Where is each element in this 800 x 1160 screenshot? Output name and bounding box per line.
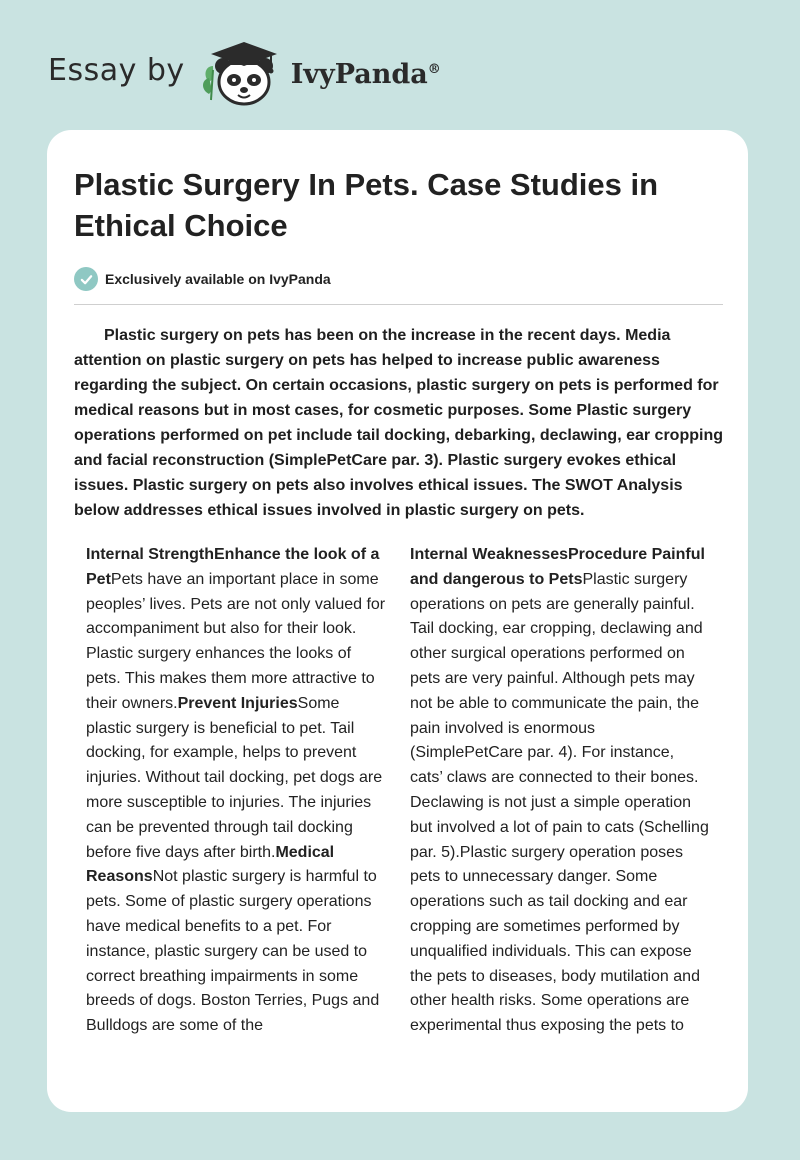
right-heading-1: Internal WeaknessesProcedure Painful and dangerous to Pets bbox=[410, 546, 705, 588]
left-text-2: Some plastic surgery is beneficial to pet. Tail docking, for example, helps to prevent injuries. Without tail docking, pet dogs are more susceptible to injuries. The injuries can be prevented through tail docking before five days after birth. bbox=[86, 694, 383, 861]
left-text-1: Pets have an important place in some peoples’ lives. Pets are not only valued for accompaniment but also for their look. Plastic surgery enhances the looks of pets. This makes them more attractive to their owners. bbox=[86, 570, 386, 712]
right-text-1: Plastic surgery operations on pets are generally painful. Tail docking, ear cropping, declawing and other surgical operations performed on pets are very painful. Although pets may not be able to communicate the pain, the pain involved is enormous (SimplePetCare par. 4). For instance, cats’ claws are connected to their bones. Declawing is not just a simple operation but involved a lot of pain to cats (Schelling par. 5).Plastic surgery operation poses pets to unnecessary danger. Some operations such as tail docking and ear cropping are sometimes performed by unqualified individuals. This can expose the pets to diseases, body mutilation and other health risks. Some operations are experimental thus exposing the pets to bbox=[410, 570, 709, 1035]
right-column bbox=[410, 543, 710, 1039]
page-title: Plastic Surgery In Pets. Case Studies in Ethical Choice bbox=[74, 167, 659, 243]
left-text-3: Not plastic surgery is harmful to pets. Some of plastic surgery operations have medical benefits to a pet. For instance, plastic surgery can be used to correct breathing impairments in some breeds of dogs. Boston Terries, Pugs and Bulldogs are some of the bbox=[86, 868, 380, 1035]
badge-text: Exclusively available on IvyPanda bbox=[105, 271, 331, 287]
swot-columns bbox=[74, 543, 721, 1039]
panda-graduation-cap-icon bbox=[199, 36, 289, 108]
brand-header[interactable] bbox=[48, 36, 441, 108]
essay-card bbox=[47, 130, 748, 1112]
left-column bbox=[86, 543, 386, 1039]
brand-prefix: Essay by bbox=[48, 52, 185, 88]
left-heading-3: Medical Reasons bbox=[86, 843, 335, 886]
brand-name-text: IvyPanda bbox=[290, 58, 428, 90]
exclusive-badge bbox=[74, 267, 721, 291]
brand-name bbox=[291, 59, 441, 90]
intro-paragraph: Plastic surgery on pets has been on the increase in the recent days. Media attention on plastic surgery on pets has helped to increase public awareness regarding the subject. On certain occasions, plastic surgery on pets is performed for medical reasons but in most cases, for cosmetic purposes. Some Plastic surgery operations performed on pet include tail docking, debarking, declawing, ear cropping and facial reconstruction (SimplePetCare par. 3). Plastic surgery evokes ethical issues. Plastic surgery on pets also involves ethical issues. The SWOT Analysis below addresses ethical issues involved in plastic surgery on pets. bbox=[74, 327, 723, 519]
left-heading-1: Internal StrengthEnhance the look of a Pet bbox=[86, 546, 380, 588]
check-circle-icon bbox=[74, 267, 98, 291]
left-heading-2: Prevent Injuries bbox=[177, 694, 298, 712]
brand-registered-mark: ® bbox=[427, 61, 441, 77]
divider bbox=[74, 304, 723, 305]
